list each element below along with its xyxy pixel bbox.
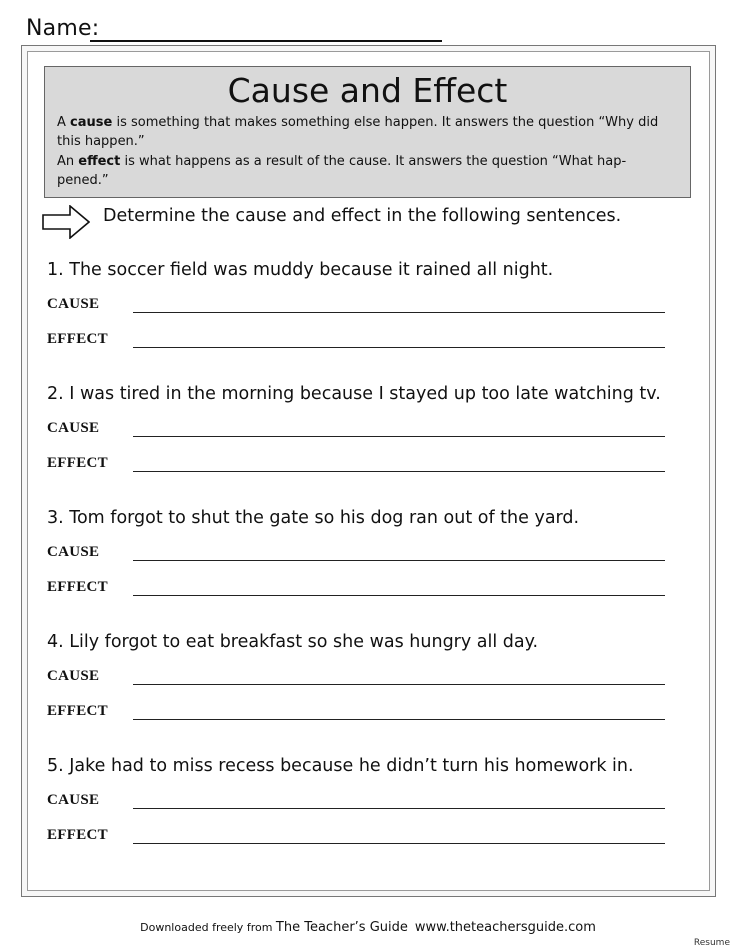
resume-label: Resume <box>693 938 730 948</box>
intro-box <box>44 66 691 198</box>
footer <box>0 920 736 935</box>
question-text: 3. Tom forgot to shut the gate so his dog ran out of the yard. <box>47 508 580 528</box>
question-text: 1. The soccer field was muddy because it rained all night. <box>47 260 554 280</box>
cause-definition: A cause is something that makes something else happen. It answers the question “Why did this happen.” <box>57 115 659 149</box>
effect-answer-line[interactable] <box>133 347 665 348</box>
effect-answer-line[interactable] <box>133 471 665 472</box>
cause-label: CAUSE <box>47 420 100 436</box>
question-text: 2. I was tired in the morning because I stayed up too late watching tv. <box>47 384 661 404</box>
name-label: Name: <box>26 16 100 41</box>
footer-brand: The Teacher’s Guide <box>275 920 408 935</box>
footer-downloaded: Downloaded freely from <box>140 921 276 934</box>
question-text: 5. Jake had to miss recess because he didn’t turn his homework in. <box>47 756 634 776</box>
question-text: 4. Lily forgot to eat breakfast so she was hungry all day. <box>47 632 539 652</box>
cause-answer-line[interactable] <box>133 436 665 437</box>
effect-definition: An effect is what happens as a result of the cause. It answers the question “What hap-pened.” <box>57 154 627 188</box>
effect-answer-line[interactable] <box>133 719 665 720</box>
effect-label: EFFECT <box>47 455 108 471</box>
cause-answer-line[interactable] <box>133 560 665 561</box>
page-title: Cause and Effect <box>227 71 508 110</box>
cause-label: CAUSE <box>47 792 100 808</box>
effect-term: effect <box>78 154 121 169</box>
effect-label: EFFECT <box>47 331 108 347</box>
cause-answer-line[interactable] <box>133 312 665 313</box>
effect-answer-line[interactable] <box>133 843 665 844</box>
cause-answer-line[interactable] <box>133 808 665 809</box>
effect-label: EFFECT <box>47 703 108 719</box>
effect-label: EFFECT <box>47 827 108 843</box>
cause-term: cause <box>70 115 113 130</box>
cause-answer-line[interactable] <box>133 684 665 685</box>
effect-label: EFFECT <box>47 579 108 595</box>
arrow-right-icon <box>42 205 90 239</box>
cause-label: CAUSE <box>47 544 100 560</box>
directions-text: Determine the cause and effect in the following sentences. <box>103 206 622 226</box>
name-line[interactable] <box>90 40 442 42</box>
cause-label: CAUSE <box>47 296 100 312</box>
effect-answer-line[interactable] <box>133 595 665 596</box>
cause-label: CAUSE <box>47 668 100 684</box>
footer-url: www.theteachersguide.com <box>414 920 596 935</box>
